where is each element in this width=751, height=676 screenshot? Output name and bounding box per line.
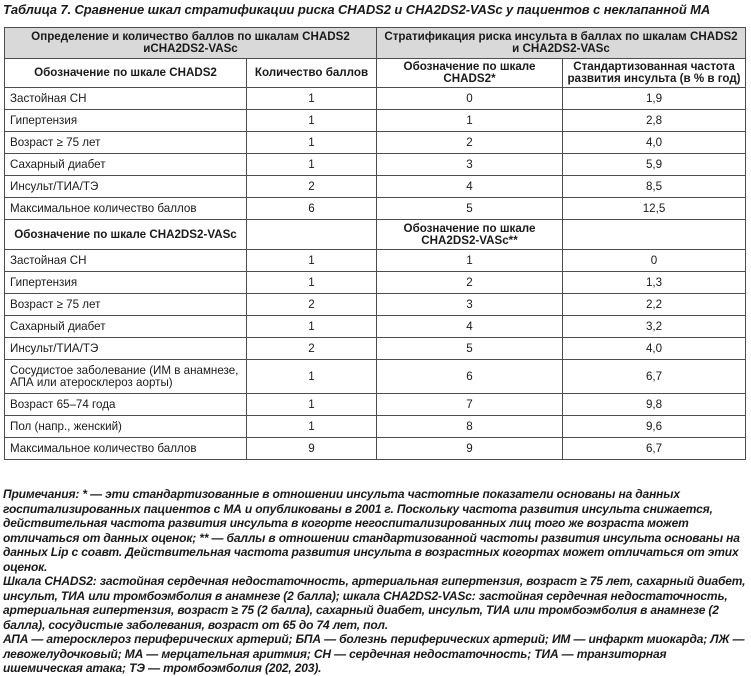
- notes-scale-description: Шкала CHADS2: застойная сердечная недостаточность, артериальная гипертензия, возраст ≥ 75 лет, сахарный диабет, инсульт, ТИА или тромбоэмболия в анамнезе (2 балла); шкала CHA2DS2-VASc: застойная сердечная недостаточность, артериальная гипертензия, возраст ≥ 75 (2 балла), сахарный диабет, инсульт, ТИА или тромбоэмболия в анамнезе (2 балла), сосудистые заболевания, возраст от 65 до 74 лет, пол.: [3, 574, 746, 632]
- rate-cell: 2,2: [563, 294, 746, 316]
- points-cell: 2: [247, 338, 377, 360]
- rate-cell: 4,0: [563, 338, 746, 360]
- factor-name-cell: Сахарный диабет: [5, 316, 247, 338]
- points-cell: 1: [247, 154, 377, 176]
- rate-cell: 4,0: [563, 132, 746, 154]
- risk-score-table: [4, 27, 746, 460]
- score-cell: 7: [377, 394, 563, 416]
- rate-cell: 9,6: [563, 416, 746, 438]
- rate-cell: 1,3: [563, 272, 746, 294]
- notes-definitions: Примечания: * — эти стандартизованные в отношении инсульта частотные показатели основаны на данных госпитализированных пациентов с МА и опубликованы в 2001 г. Поскольку частота развития инсульта снижается, действительная частота развития инсульта в когорте негоспитализированных лиц того же возраста может отличаться от данных оценок; ** — баллы в отношении стандартизованной частоты развития инсульта основаны на данных Lip с соавт. Действительная частота развития инсульта в возрастных когортах может отличаться от этих оценок.: [3, 487, 740, 574]
- vasc-row: [5, 272, 746, 294]
- vasc-row: [5, 338, 746, 360]
- points-cell: 2: [247, 294, 377, 316]
- vasc-row: [5, 438, 746, 460]
- chads2-header-row: [5, 59, 746, 88]
- points-cell: 1: [247, 394, 377, 416]
- score-cell: 4: [377, 316, 563, 338]
- rate-cell: 0: [563, 250, 746, 272]
- group-header-stratification: Стратификация риска инсульта в баллах по шкалам CHADS2 и CHA2DS2-VASc: [377, 28, 746, 59]
- rate-cell: 12,5: [563, 198, 746, 220]
- chads2-row: [5, 132, 746, 154]
- group-header-definition: Определение и количество баллов по шкалам CHADS2 иCHA2DS2-VASc: [5, 28, 377, 59]
- score-cell: 5: [377, 338, 563, 360]
- vasc-row: [5, 416, 746, 438]
- points-cell: 1: [247, 250, 377, 272]
- factor-name-cell: Возраст ≥ 75 лет: [5, 132, 247, 154]
- points-cell: 1: [247, 272, 377, 294]
- factor-name-cell: Гипертензия: [5, 272, 247, 294]
- rate-cell: 9,8: [563, 394, 746, 416]
- rate-cell: 6,7: [563, 360, 746, 394]
- chads2-row: [5, 88, 746, 110]
- score-cell: 5: [377, 198, 563, 220]
- points-cell: 2: [247, 176, 377, 198]
- points-cell: 1: [247, 360, 377, 394]
- chads2-name-header: Обозначение по шкале CHADS2: [5, 59, 247, 88]
- vasc-row: [5, 360, 746, 394]
- vasc-points-header-empty: [247, 220, 377, 250]
- score-cell: 3: [377, 294, 563, 316]
- score-cell: 6: [377, 360, 563, 394]
- score-cell: 9: [377, 438, 563, 460]
- rate-cell: 1,9: [563, 88, 746, 110]
- rate-cell: 3,2: [563, 316, 746, 338]
- score-cell: 2: [377, 272, 563, 294]
- vasc-score-header: Обозначение по шкале CHA2DS2-VASc**: [377, 220, 563, 250]
- vasc-name-header: Обозначение по шкале CHA2DS2-VASc: [5, 220, 247, 250]
- factor-name-cell: Застойная СН: [5, 250, 247, 272]
- score-cell: 1: [377, 110, 563, 132]
- points-cell: 6: [247, 198, 377, 220]
- points-cell: 9: [247, 438, 377, 460]
- vasc-header-row: [5, 220, 746, 250]
- factor-name-cell: Гипертензия: [5, 110, 247, 132]
- points-cell: 1: [247, 132, 377, 154]
- score-cell: 3: [377, 154, 563, 176]
- points-cell: 1: [247, 110, 377, 132]
- factor-name-cell: Максимальное количество баллов: [5, 438, 247, 460]
- chads2-row: [5, 154, 746, 176]
- factor-name-cell: Сосудистое заболевание (ИМ в анамнезе, АПА или атеросклероз аорты): [5, 360, 247, 394]
- chads2-score-header: Обозначение по шкале CHADS2*: [377, 59, 563, 88]
- chads2-row: [5, 176, 746, 198]
- vasc-row: [5, 394, 746, 416]
- score-cell: 2: [377, 132, 563, 154]
- vasc-row: [5, 250, 746, 272]
- vasc-row: [5, 316, 746, 338]
- chads2-points-header: Количество баллов: [247, 59, 377, 88]
- chads2-row: [5, 110, 746, 132]
- points-cell: 1: [247, 316, 377, 338]
- score-cell: 8: [377, 416, 563, 438]
- factor-name-cell: Инсульт/ТИА/ТЭ: [5, 176, 247, 198]
- notes-abbreviations: АПА — атеросклероз периферических артерий; БПА — болезнь периферических артерий; ИМ — инфаркт миокарда; ЛЖ — левожелудочковый; МА — мерцательная аритмия; СН — сердечная недостаточность; ТИА — транзиторная ишемическая атака; ТЭ — тромбоэмболия (202, 203).: [3, 632, 745, 675]
- chads2-row: [5, 198, 746, 220]
- vasc-rate-header-empty: [563, 220, 746, 250]
- score-cell: 4: [377, 176, 563, 198]
- rate-cell: 2,8: [563, 110, 746, 132]
- table-caption: Таблица 7. Сравнение шкал стратификации риска CHADS2 и CHA2DS2-VASc у пациентов с неклапанной МА: [3, 2, 711, 17]
- rate-cell: 6,7: [563, 438, 746, 460]
- factor-name-cell: Максимальное количество баллов: [5, 198, 247, 220]
- score-cell: 0: [377, 88, 563, 110]
- chads2-rate-header: Стандартизованная частота развития инсульта (в % в год): [563, 59, 746, 88]
- factor-name-cell: Застойная СН: [5, 88, 247, 110]
- table-notes: [3, 487, 748, 676]
- vasc-row: [5, 294, 746, 316]
- points-cell: 1: [247, 416, 377, 438]
- factor-name-cell: Возраст ≥ 75 лет: [5, 294, 247, 316]
- rate-cell: 8,5: [563, 176, 746, 198]
- score-cell: 1: [377, 250, 563, 272]
- factor-name-cell: Возраст 65–74 года: [5, 394, 247, 416]
- rate-cell: 5,9: [563, 154, 746, 176]
- points-cell: 1: [247, 88, 377, 110]
- factor-name-cell: Пол (напр., женский): [5, 416, 247, 438]
- factor-name-cell: Сахарный диабет: [5, 154, 247, 176]
- table-body: [5, 28, 746, 460]
- group-header-row: [5, 28, 746, 59]
- factor-name-cell: Инсульт/ТИА/ТЭ: [5, 338, 247, 360]
